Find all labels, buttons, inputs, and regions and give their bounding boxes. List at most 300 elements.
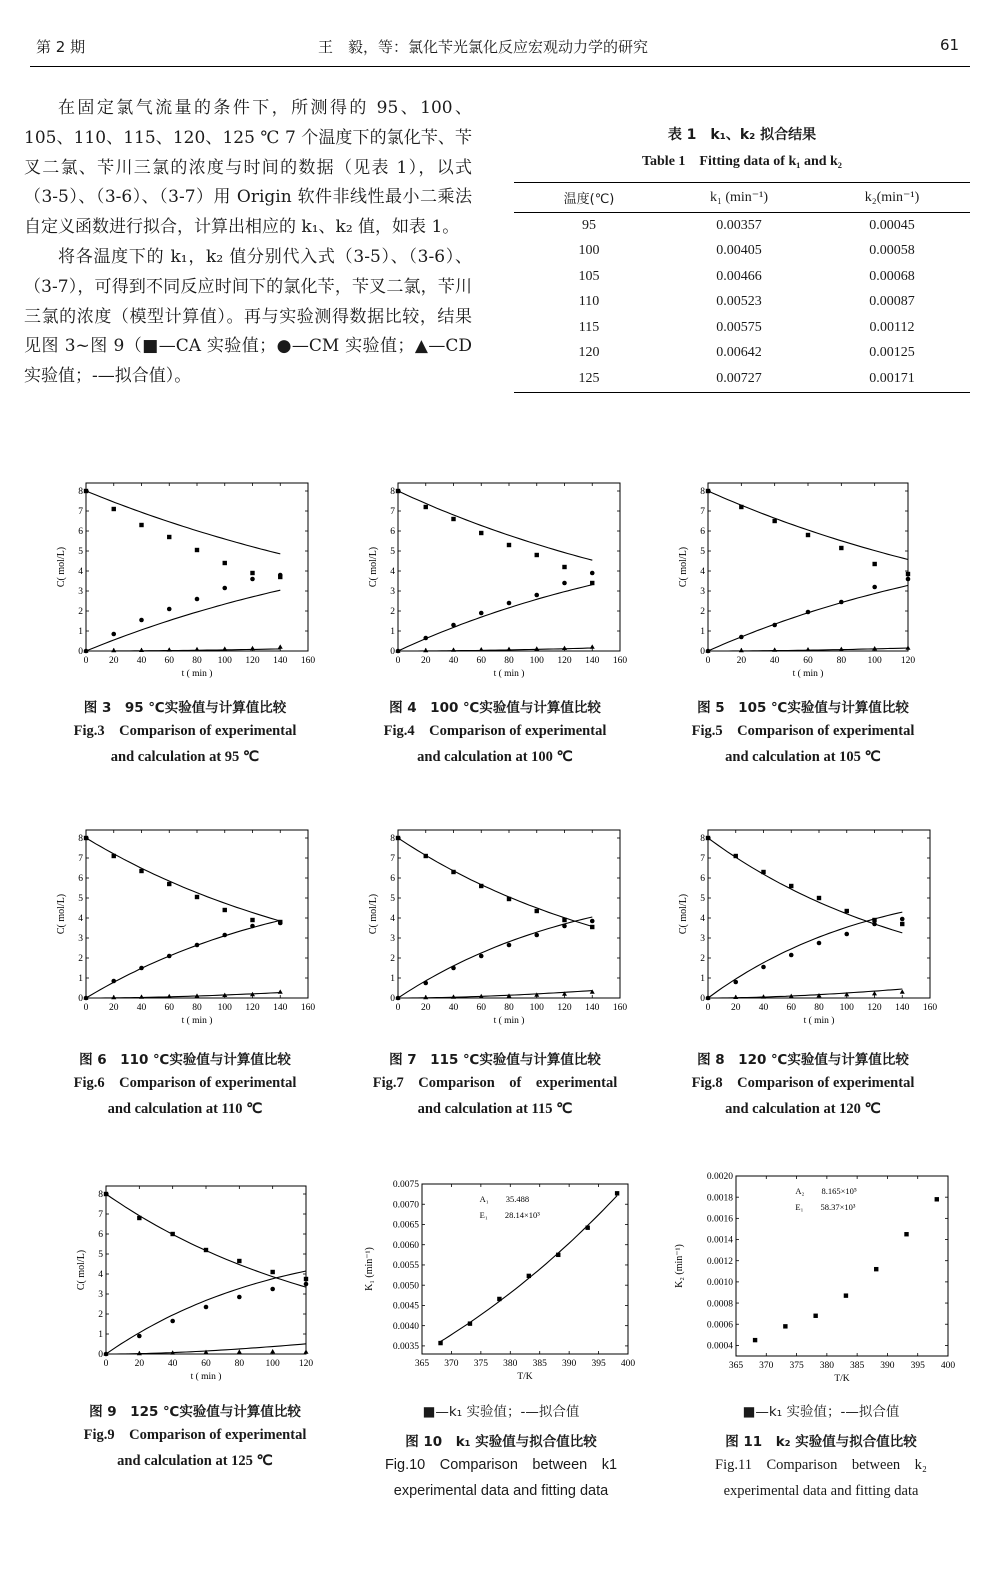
x-tick-label: 40 [167,1359,178,1369]
running-title: 王 毅，等：氯化苄光氯化反应宏观动力学的研究 [318,38,649,56]
data-point-square [304,1277,308,1281]
x-tick-label: 140 [895,1003,910,1013]
plot-frame [708,830,930,998]
x-tick-label: 40 [136,656,147,666]
issue-label: 第 2 期 [36,38,86,56]
table-row [514,366,970,392]
data-point-square [223,561,227,565]
header-rule [30,66,970,67]
data-point-circle [170,1319,175,1324]
y-tick-label: 4 [700,914,705,925]
y-tick-label: 2 [78,954,83,965]
data-point-square [935,1197,939,1201]
data-point-circle [195,597,200,602]
x-tick-label: 400 [940,1361,956,1371]
data-point-circle [534,933,539,938]
data-point-square [535,909,539,913]
y-tick-label: 0.0004 [706,1341,733,1352]
table-cell: 95 [582,217,596,233]
caption-fig9 [50,1400,340,1474]
caption-fig10-en1: Fig.10 Comparison between k1 [384,1457,618,1473]
table-header-row [514,183,970,213]
y-tick-label: 7 [390,507,395,518]
y-tick-label: 4 [700,567,705,578]
x-tick-label: 20 [134,1359,145,1369]
table-header-temp: 温度(℃) [514,183,664,213]
data-point-square [904,1232,908,1236]
annotation-text: A₂ 8.165×10⁵ [795,1186,857,1196]
y-tick-label: 3 [98,1290,103,1301]
y-tick-label: 1 [700,974,705,985]
data-point-square [535,553,539,557]
data-point-square [223,908,227,912]
x-tick-label: 60 [476,1003,486,1013]
y-tick-label: 1 [390,627,395,638]
caption-fig10-legend: ■—k₁ 实验值；-—拟合值 [422,1404,580,1420]
x-tick-label: 160 [612,656,628,666]
table-cell: 0.00087 [869,294,915,310]
y-tick-label: 0 [390,994,395,1005]
x-axis-label: T/K [834,1374,850,1384]
x-tick-label: 400 [620,1359,636,1369]
caption-fig4-cn: 图 4 100 ℃实验值与计算值比较 [389,700,601,716]
y-tick-label: 0.0008 [706,1299,733,1310]
x-tick-label: 385 [532,1359,547,1369]
x-tick-label: 140 [273,656,288,666]
caption-fig5-cn: 图 5 105 ℃实验值与计算值比较 [697,700,909,716]
y-tick-label: 0 [98,1350,103,1361]
y-tick-label: 0.0020 [706,1172,733,1183]
plot-frame [398,483,620,651]
x-tick-label: 365 [414,1359,430,1369]
data-point-triangle [534,992,539,996]
x-tick-label: 80 [504,1003,514,1013]
data-point-square [900,922,904,926]
y-tick-label: 6 [700,527,705,538]
x-tick-label: 20 [731,1003,741,1013]
table-cell: 0.00112 [869,319,915,335]
data-point-square [872,562,876,566]
fit-curve-ca [398,838,592,927]
data-point-triangle [761,994,766,998]
data-point-square [424,505,428,509]
data-point-circle [507,943,512,948]
data-point-triangle [423,995,428,999]
x-tick-label: 120 [245,1003,260,1013]
x-tick-label: 40 [136,1003,147,1013]
y-axis-label: C( mol/L) [678,546,689,588]
y-tick-label: 7 [700,854,705,865]
y-tick-label: 3 [78,934,83,945]
caption-fig6-cn: 图 6 110 ℃实验值与计算值比较 [79,1052,291,1068]
data-point-square [813,1314,817,1318]
data-point-square [270,1270,274,1274]
data-point-circle [278,921,283,926]
chart-fig11 [670,1170,960,1393]
y-tick-label: 4 [390,567,395,578]
data-point-square [237,1259,241,1263]
data-point-circle [204,1305,209,1310]
fit-curve-cm [398,585,592,651]
caption-fig3-en2: and calculation at 95 ℃ [110,749,260,765]
table-1 [514,124,970,393]
y-tick-label: 8 [700,487,705,498]
y-tick-label: 4 [78,567,83,578]
x-tick-label: 140 [585,1003,600,1013]
data-point-square [139,523,143,527]
y-tick-label: 3 [700,934,705,945]
x-tick-label: 370 [444,1359,459,1369]
y-axis-label: C( mol/L) [678,893,689,935]
table-cell: 0.00357 [716,217,762,233]
x-axis-label: t ( min ) [493,1016,525,1026]
caption-fig6-en2: and calculation at 110 ℃ [107,1101,263,1117]
table-cell: 0.00171 [814,366,970,392]
x-axis-label: T/K [517,1372,533,1382]
data-point-circle [237,1295,242,1300]
caption-fig8-en1: Fig.8 Comparison of experimental [691,1075,915,1091]
x-tick-label: 120 [245,656,260,666]
y-axis-label: C( mol/L) [56,893,67,935]
x-tick-label: 380 [503,1359,518,1369]
table-cell: 120 [578,345,600,361]
data-point-circle [304,1282,309,1287]
data-point-triangle [839,647,844,651]
data-point-triangle [237,1349,242,1353]
y-tick-label: 5 [700,547,705,558]
data-point-square [845,909,849,913]
fit-curve-ca [708,491,908,560]
y-tick-label: 1 [390,974,395,985]
data-point-triangle [423,648,428,652]
fit-curve-cm [86,590,280,651]
x-tick-label: 20 [109,656,119,666]
y-tick-label: 2 [98,1310,103,1321]
x-tick-label: 375 [789,1361,804,1371]
data-point-circle [479,611,484,616]
data-point-circle [534,593,539,598]
table-cell: 105 [578,268,600,284]
y-tick-label: 6 [390,527,395,538]
x-tick-label: 80 [234,1359,245,1369]
data-point-square [844,1293,848,1297]
x-tick-label: 0 [705,1003,711,1013]
data-point-circle [906,577,911,582]
y-tick-label: 7 [78,854,83,865]
y-tick-label: 6 [78,527,83,538]
y-tick-label: 0.0070 [392,1200,419,1211]
y-tick-label: 5 [98,1250,103,1261]
data-point-square [783,1324,787,1328]
y-tick-label: 0.0014 [706,1235,733,1246]
paragraph-2: 将各温度下的 k₁，k₂ 值分别代入式（3-5）、（3-6）、（3-7），可得到不同反应时间下的氯化苄，苄叉二氯，苄川三氯的浓度（模型计算值）。再与实验测得数据比较，结果见图 3~图 9（■—CA 实验值；●—CM 实验值；▲—CD 实验值；-—拟合值）。 [24,246,472,387]
plot-frame [86,830,308,998]
y-tick-label: 4 [78,914,83,925]
y-tick-label: 8 [390,834,395,845]
data-point-square [753,1338,757,1342]
caption-fig7-en2: and calculation at 115 ℃ [417,1101,573,1117]
data-point-circle [562,581,567,586]
y-tick-label: 5 [390,894,395,905]
caption-fig5-en1: Fig.5 Comparison of experimental [691,723,915,739]
y-tick-label: 6 [390,874,395,885]
x-tick-label: 140 [273,1003,288,1013]
table-cell: 0.00642 [716,345,762,361]
fit-curve-ca [86,491,280,554]
x-tick-label: 100 [529,656,544,666]
x-tick-label: 60 [786,1003,796,1013]
table-cell: 0.00058 [869,243,915,259]
chart-fig7 [362,822,632,1037]
caption-fig5-en2: and calculation at 105 ℃ [725,749,881,765]
caption-fig7-en1: Fig.7 Comparison of experimental [372,1075,618,1091]
y-tick-label: 0 [78,647,83,658]
y-axis-label: K₂ (min⁻¹) [674,1244,685,1288]
y-tick-label: 5 [78,894,83,905]
y-tick-label: 6 [98,1230,103,1241]
x-tick-label: 60 [164,1003,174,1013]
chart-fig9 [70,1178,330,1393]
data-point-circle [872,585,877,590]
x-tick-label: 375 [473,1359,488,1369]
x-tick-label: 60 [201,1359,211,1369]
y-tick-label: 2 [390,954,395,965]
data-point-triangle [111,648,116,652]
y-tick-label: 1 [78,974,83,985]
x-tick-label: 40 [448,1003,459,1013]
y-tick-label: 0.0065 [392,1220,419,1231]
x-tick-label: 120 [900,656,916,666]
table-cell: 0.00523 [716,294,762,310]
chart-fig4 [362,475,632,690]
data-point-circle [507,601,512,606]
y-tick-label: 8 [78,487,83,498]
chart-fig10 [360,1178,640,1393]
table-caption-en: Table 1 Fitting data of k₁ and k₂ [641,154,843,169]
x-tick-label: 370 [759,1361,774,1371]
body-text [24,94,472,392]
data-point-triangle [304,1349,309,1353]
x-tick-label: 60 [164,656,174,666]
data-point-circle [139,618,144,623]
fit-curve-cm [86,920,280,998]
y-tick-label: 0 [700,647,705,658]
data-point-square [789,884,793,888]
y-tick-label: 8 [700,834,705,845]
y-axis-label: C( mol/L) [368,546,379,588]
x-tick-label: 390 [880,1361,895,1371]
x-axis-label: t ( min ) [493,669,525,679]
fit-curve-cm [708,585,908,651]
table-header-k2: k₂(min⁻¹) [814,183,970,213]
caption-fig11 [686,1400,956,1504]
x-tick-label: 0 [103,1359,109,1369]
data-point-square [451,517,455,521]
data-point-triangle [534,646,539,650]
caption-fig3-en1: Fig.3 Comparison of experimental [73,723,297,739]
y-axis-label: K₁ (min⁻¹) [364,1247,375,1291]
data-point-circle [844,932,849,937]
x-axis-label: t ( min ) [792,669,824,679]
table-cell: 100 [578,243,600,259]
caption-fig8-cn: 图 8 120 ℃实验值与计算值比较 [697,1052,909,1068]
caption-fig10-cn: 图 10 k₁ 实验值与拟合值比较 [405,1434,597,1450]
y-axis-label: C( mol/L) [76,1249,87,1291]
paragraph-1: 在固定氯气流量的条件下，所测得的 95、100、105、110、115、120、125 ℃ 7 个温度下的氯化苄、苄叉二氯、苄川三氯的浓度与时间的数据（见表 1），以式（3-5）、（3-6）、（3-7）用 Origin 软件非线性最小二乘法自定义函数进行拟合，计算出相应的 k₁、k₂ 值，如表 1。 [24,98,472,238]
caption-fig6 [40,1048,330,1122]
data-point-square [615,1191,619,1195]
caption-fig9-en1: Fig.9 Comparison of experimental [83,1427,307,1443]
data-point-circle [817,941,822,946]
x-tick-label: 60 [476,656,486,666]
plot-frame [106,1186,306,1354]
x-axis-label: t ( min ) [190,1372,222,1382]
y-tick-label: 0.0045 [392,1301,419,1312]
x-tick-label: 0 [83,1003,89,1013]
data-point-square [874,1267,878,1271]
y-tick-label: 0.0018 [706,1193,733,1204]
y-axis-label: C( mol/L) [56,546,67,588]
data-point-circle [590,571,595,576]
y-tick-label: 7 [78,507,83,518]
x-tick-label: 20 [736,656,747,666]
data-point-triangle [137,1351,142,1355]
y-tick-label: 0.0006 [706,1320,733,1331]
x-tick-label: 40 [769,656,780,666]
y-tick-label: 3 [390,587,395,598]
data-point-triangle [451,994,456,998]
table-row [514,341,970,367]
x-tick-label: 100 [217,656,232,666]
data-point-triangle [278,644,283,648]
chart-fig5 [672,475,932,690]
caption-fig9-cn: 图 9 125 ℃实验值与计算值比较 [89,1404,301,1420]
x-tick-label: 0 [83,656,89,666]
table-cell: 0.00068 [869,268,915,284]
y-tick-label: 7 [700,507,705,518]
y-tick-label: 1 [78,627,83,638]
x-tick-label: 80 [836,656,847,666]
plot-frame [708,483,908,651]
data-point-square [817,896,821,900]
y-tick-label: 6 [700,874,705,885]
x-tick-label: 140 [585,656,600,666]
x-tick-label: 80 [504,656,514,666]
chart-fig6 [50,822,320,1037]
x-axis-label: t ( min ) [181,669,213,679]
caption-fig7 [350,1048,640,1122]
y-tick-label: 2 [390,607,395,618]
data-point-square [167,535,171,539]
data-point-square [507,543,511,547]
data-point-triangle [872,646,877,650]
y-tick-label: 0.0055 [392,1261,419,1272]
data-point-circle [479,954,484,959]
plot-frame [86,483,308,651]
table-row [514,264,970,290]
y-tick-label: 1 [98,1330,103,1341]
y-tick-label: 2 [700,607,705,618]
caption-fig11-en2: experimental data and fitting data [723,1483,919,1499]
y-tick-label: 3 [78,587,83,598]
data-point-square [112,507,116,511]
table-caption-cn: 表 1 k₁、k₂ 拟合结果 [667,127,817,143]
y-tick-label: 0.0035 [392,1342,419,1353]
data-point-square [806,533,810,537]
table-row [514,290,970,316]
fitting-table [514,182,970,393]
fit-curve-ca [86,838,280,921]
x-tick-label: 20 [421,656,431,666]
data-point-square [195,895,199,899]
y-tick-label: 0.0010 [706,1278,733,1289]
x-tick-label: 395 [910,1361,925,1371]
data-point-triangle [739,648,744,652]
x-axis-label: t ( min ) [803,1016,835,1026]
data-point-circle [137,1334,142,1339]
data-point-square [396,489,400,493]
table-cell: 125 [514,366,664,392]
annotation-text: A₁ 35.488 [479,1194,530,1204]
data-point-circle [111,632,116,637]
y-tick-label: 4 [390,914,395,925]
x-tick-label: 60 [803,656,813,666]
y-tick-label: 8 [390,487,395,498]
table-cell: 0.00125 [869,345,915,361]
x-tick-label: 120 [298,1359,314,1369]
data-point-circle [250,577,255,582]
caption-fig11-cn: 图 11 k₂ 实验值与拟合值比较 [725,1434,917,1450]
x-tick-label: 20 [109,1003,119,1013]
data-point-square [772,519,776,523]
y-tick-label: 4 [98,1270,103,1281]
x-tick-label: 365 [728,1361,744,1371]
caption-fig3-cn: 图 3 95 ℃实验值与计算值比较 [83,700,287,716]
caption-fig6-en1: Fig.6 Comparison of experimental [73,1075,297,1091]
data-point-square [250,918,254,922]
x-axis-label: t ( min ) [181,1016,213,1026]
x-tick-label: 100 [839,1003,854,1013]
data-point-triangle [900,989,905,993]
table-row [514,315,970,341]
annotation-text: E₁ 58.37×10³ [795,1202,856,1212]
data-point-circle [761,965,766,970]
table-cell: 110 [578,294,600,310]
table-cell: 0.00466 [716,268,762,284]
y-tick-label: 3 [390,934,395,945]
y-tick-label: 7 [98,1210,103,1221]
chart-fig8 [672,822,942,1037]
page-number: 61 [940,36,960,54]
x-tick-label: 40 [448,656,459,666]
table-header-k1: k₁ (min⁻¹) [664,183,814,213]
y-tick-label: 0.0075 [392,1180,419,1191]
x-tick-label: 80 [814,1003,824,1013]
data-point-circle [900,917,905,922]
y-tick-label: 0.0016 [706,1214,733,1225]
caption-fig9-en2: and calculation at 125 ℃ [117,1453,273,1469]
data-point-triangle [167,994,172,998]
y-tick-label: 2 [78,607,83,618]
x-tick-label: 120 [867,1003,882,1013]
y-tick-label: 0 [700,994,705,1005]
x-tick-label: 100 [217,1003,232,1013]
data-point-circle [270,1287,275,1292]
caption-fig8-en2: and calculation at 120 ℃ [725,1101,881,1117]
data-point-square [839,546,843,550]
fit-curve-cm [398,917,592,998]
y-tick-label: 5 [78,547,83,558]
